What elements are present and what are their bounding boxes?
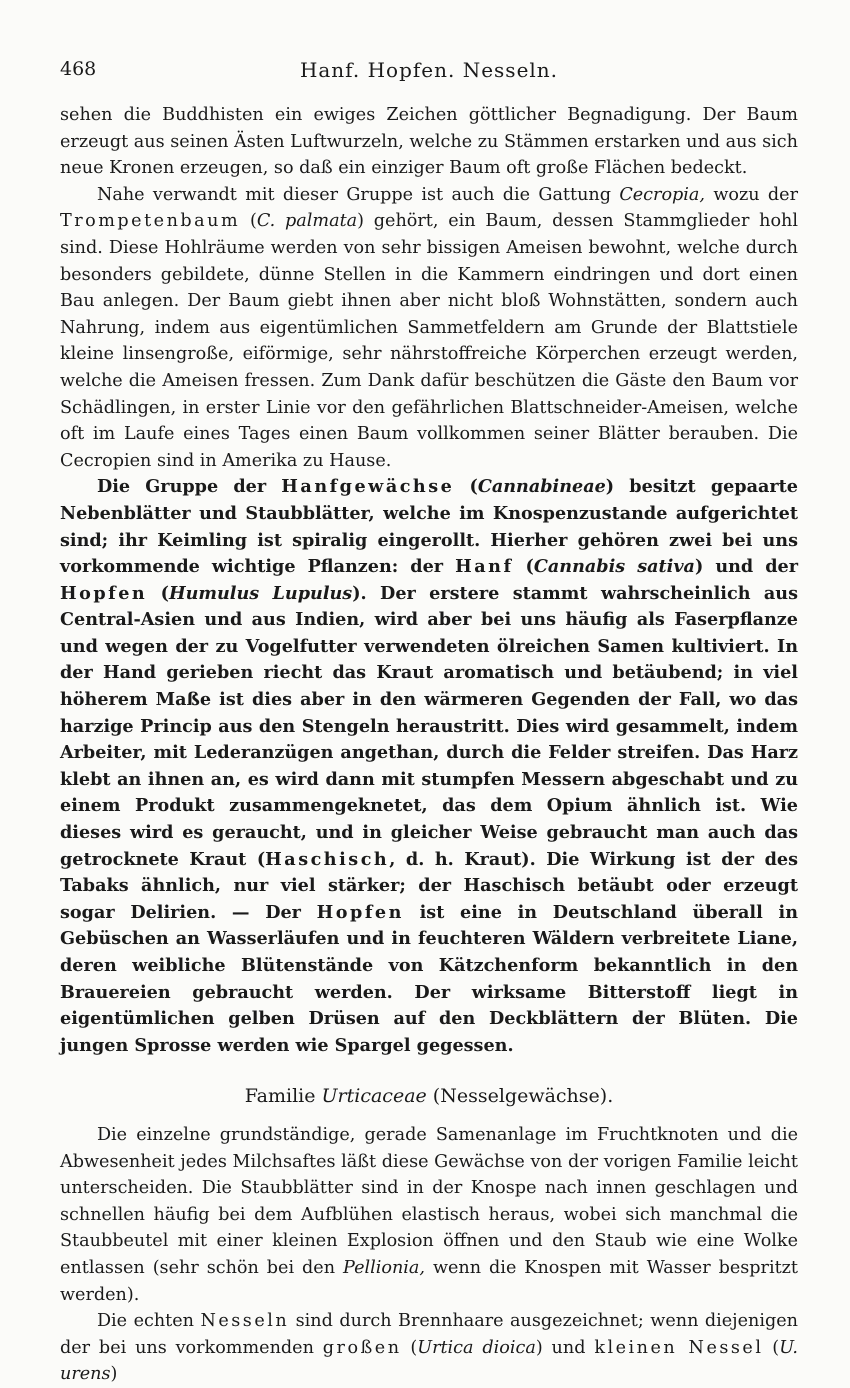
paragraph-nesseln xyxy=(60,1308,798,1388)
text-run: ( xyxy=(763,1337,780,1358)
page-header xyxy=(60,58,798,88)
text-run: ) gehört, ein Baum, dessen Stammglieder hohl sind. Diese Hohlräume werden von sehr bissigen Ameisen bewohnt, welche durch besonders gebildete, dünne Stellen in die Kammern eindringen und dort einen Bau anlegen. Der Baum giebt ihnen aber nicht bloß Wohnstätten, sondern auch Nahrung, indem aus eigentümlichen Sammetfeldern am Grunde der Blattstiele kleine linsengroße, eiförmige, sehr nährstoffreiche Körperchen erzeugt werden, welche die Ameisen fressen. Zum Dank dafür beschützen die Gäste den Baum vor Schädlingen, in erster Linie vor den gefährlichen Blattschneider-Ameisen, welche oft im Laufe eines Tages einen Baum vollkommen seiner Blätter berauben. Die Cecropien sind in Amerika zu Hause. xyxy=(60,211,798,471)
text-run: Die einzelne grundständige, gerade Samenanlage im Fruchtknoten und die Abwesenheit jedes Milchsaftes läßt diese Gewächse von der vorigen Familie leicht unterscheiden. Die Staubblätter sind in der Knospe nach innen geschlagen und schnellen häufig bei dem Aufblühen elastisch heraus, wobei sich manchmal die Staubbeutel mit einer kleinen Explosion öffnen und den Staub wie eine Wolke entlassen (sehr schön bei den xyxy=(60,1124,798,1278)
text-run: ) besitzt gepaarte Nebenblätter und Staubblätter, welche im Knospenzustande aufgerichtet sind; ihr Keimling ist spiralig eingerollt. Hierher gehören zwei bei uns vorkommende wichtige Pflanzen: der xyxy=(60,476,799,578)
text-run: ( xyxy=(401,1337,418,1358)
text-run: wenn die Knospen mit Wasser bespritzt werden). xyxy=(60,1257,798,1305)
heading-text: Familie xyxy=(244,1085,322,1108)
paragraph-urticaceae xyxy=(60,1122,798,1308)
latin-cannabis-sativa: Cannabis sativa xyxy=(533,556,695,578)
term-hopfen: Hopfen xyxy=(60,582,148,604)
text-run: ) xyxy=(110,1364,118,1385)
term-nesseln: Nesseln xyxy=(200,1311,290,1332)
text-run: ). Der erstere stammt wahrscheinlich aus Central-Asien und aus Indien, wird aber bei uns häufig als Faserpflanze und wegen der zu Vogelfutter verwendeten ölreichen Samen kultiviert. In der Hand gerieben riecht das Kraut aromatisch und betäubend; in viel höherem Maße ist dies aber in den wärmeren Gegenden der Fall, wo das harzige Princip aus den Stengeln heraustritt. Dies wird gesammelt, indem Arbeiter, mit Lederanzügen angethan, durch die Felder streifen. Das Harz klebt an ihnen an, es wird dann mit stumpfen Messern abgeschabt und zu einem Produkt zusammengeknetet, das dem Opium ähnlich ist. Wie dieses wird es geraucht, und in gleicher Weise gebraucht man auch das getrocknete Kraut ( xyxy=(60,582,798,870)
text-run: , d. h. Kraut). Die Wirkung ist der des Tabaks ähnlich, nur viel stärker; der Haschisch betäubt oder erzeugt sogar Delirien. — Der xyxy=(60,848,798,923)
text-run: sind durch Brennhaare ausgezeichnet; wenn diejenigen der bei uns vorkommenden xyxy=(60,1311,798,1358)
term-hanf: Hanf xyxy=(455,556,514,578)
term-hanfgewaechse: Hanfgewächse xyxy=(281,476,455,498)
term-grossen: großen xyxy=(322,1337,402,1358)
text-run: Nahe verwandt mit dieser Gruppe ist auch die Gattung xyxy=(96,184,620,205)
page-number: 468 xyxy=(60,58,97,80)
latin-cecropia: Cecropia, xyxy=(619,184,706,205)
paragraph-cecropia xyxy=(60,182,798,475)
term-haschisch: Haschisch xyxy=(265,848,390,870)
latin-palmata: C. palmata xyxy=(256,211,358,232)
latin-urticaceae: Urticaceae xyxy=(321,1085,427,1108)
running-title: Hanf. Hopfen. Nesseln. xyxy=(299,58,559,82)
text-run: Die echten xyxy=(96,1311,201,1332)
text-run: ( xyxy=(513,556,534,578)
term-kleinen-nessel: kleinen Nessel xyxy=(594,1337,764,1358)
latin-urtica-urens: U. urens xyxy=(60,1337,798,1385)
paragraph-hanfgewaechse xyxy=(60,474,798,1059)
latin-humulus-lupulus: Humulus Lupulus xyxy=(168,582,353,604)
text-run: ) und der xyxy=(694,556,799,578)
text-run: ( xyxy=(240,211,257,232)
paragraph-buddhisten: sehen die Buddhisten ein ewiges Zeichen göttlicher Begnadigung. Der Baum erzeugt aus seinen Ästen Luftwurzeln, welche zu Stämmen erstarken und aus sich neue Kronen erzeugen, so daß ein einziger Baum oft große Flächen bedeckt. xyxy=(60,105,798,179)
term-trompetenbaum: Trompetenbaum xyxy=(60,211,241,232)
text-run: Die Gruppe der xyxy=(96,476,282,498)
text-run: ist eine in Deutschland überall in Gebüschen an Wasserläufen und in feuchteren Wäldern verbreitete Liane, deren weibliche Blütenstände von Kätzchenform bekanntlich in den Brauereien gebraucht werden. Der wirksame Bitterstoff liegt in eigentümlichen gelben Drüsen auf den Deckblättern der Blüten. Die jungen Sprosse werden wie Spargel gegessen. xyxy=(60,901,798,1056)
text-run: ) und xyxy=(535,1337,595,1358)
text-run: ( xyxy=(147,582,169,604)
latin-pellionia: Pellionia, xyxy=(343,1257,425,1278)
section-heading xyxy=(60,1083,798,1110)
text-run: ( xyxy=(454,476,478,498)
term-hopfen: Hopfen xyxy=(316,901,404,923)
text-run: wozu der xyxy=(705,184,798,205)
latin-urtica-dioica: Urtica dioica xyxy=(417,1337,536,1358)
latin-cannabineae: Cannabineae xyxy=(477,476,606,498)
heading-text: (Nesselgewächse). xyxy=(426,1085,614,1108)
body-text xyxy=(60,102,798,1388)
